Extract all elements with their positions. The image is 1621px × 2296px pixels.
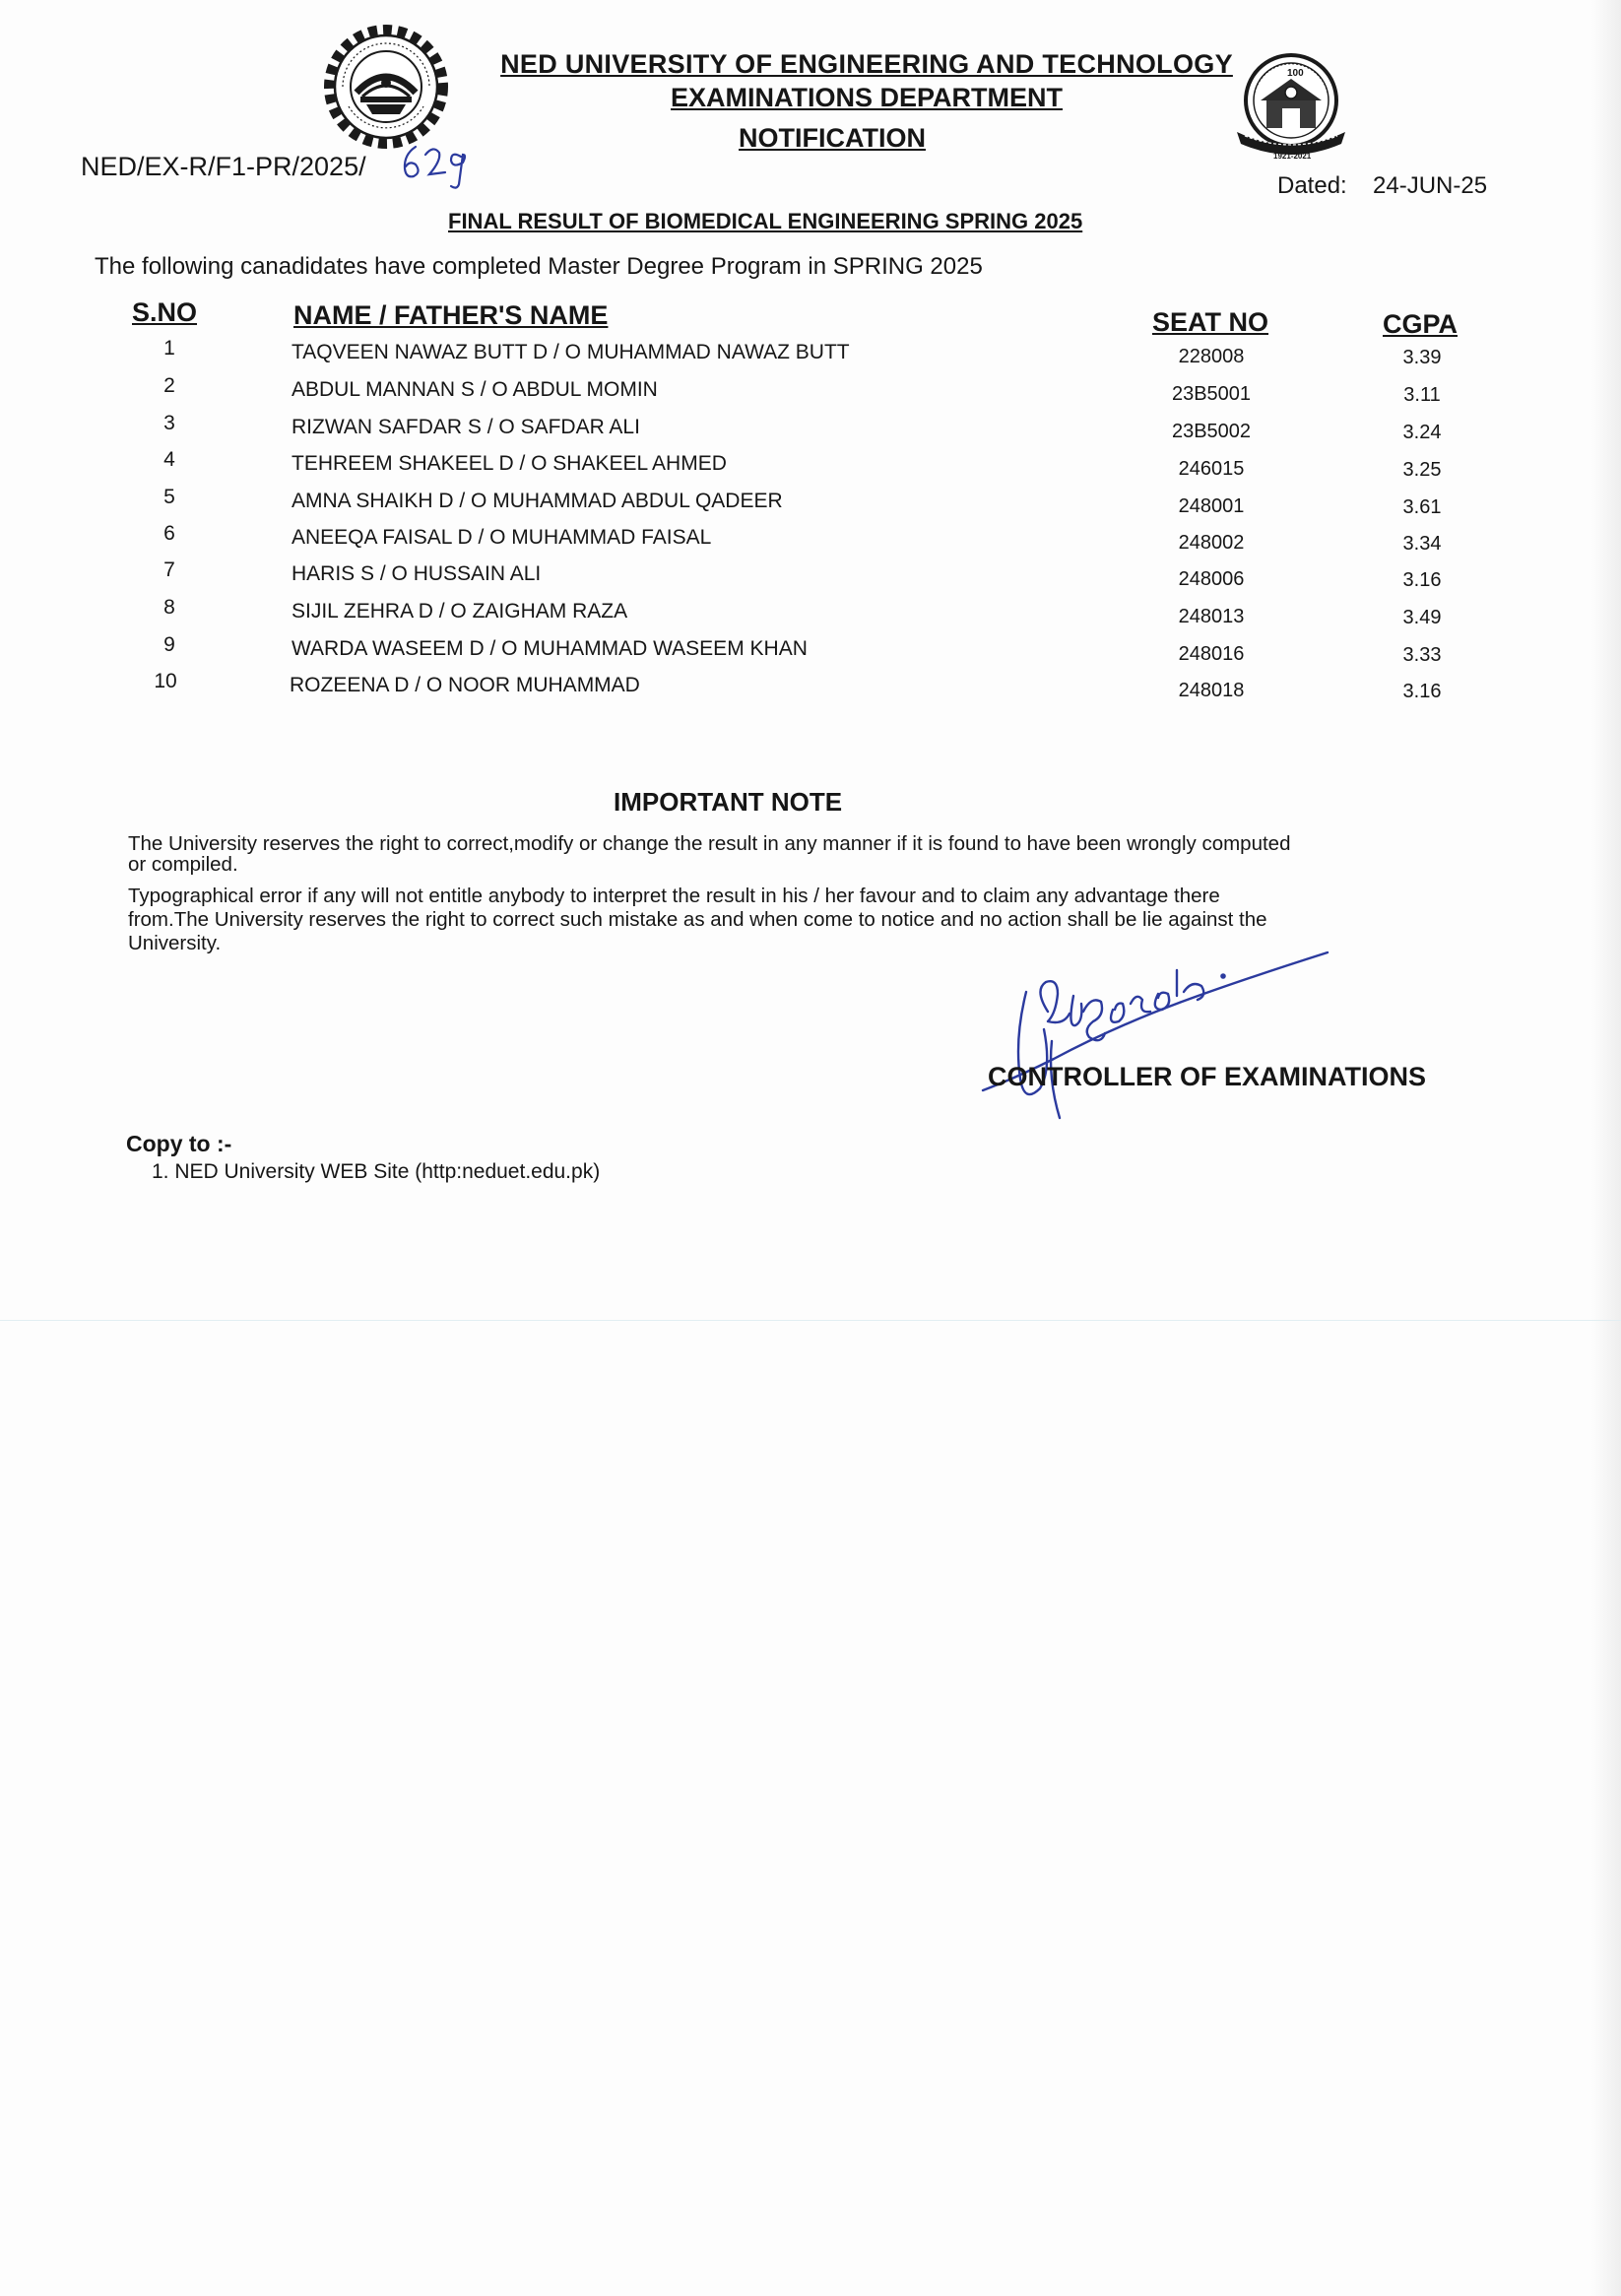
column-header-sno: S.NO (132, 297, 198, 327)
column-header-cgpa: CGPA (1383, 309, 1459, 339)
copy-to-title: Copy to :- (126, 1131, 232, 1156)
table-row (0, 522, 1621, 555)
department-title: EXAMINATIONS DEPARTMENT (671, 83, 1063, 112)
emblem-number-text: 100 (1287, 68, 1304, 79)
important-note-title: IMPORTANT NOTE (614, 787, 843, 817)
table-row (0, 596, 1621, 628)
important-note-paragraph-1: The University reserves the right to correct,modify or change the result in any manner if it is found to have been wrongly computed or compiled. (128, 832, 1291, 876)
table-row (0, 486, 1621, 518)
row-seat-no: 248016 (1178, 643, 1245, 665)
row-cgpa: 3.33 (1402, 644, 1442, 666)
row-cgpa: 3.24 (1402, 422, 1442, 443)
row-sno: 7 (163, 558, 175, 581)
notification-title: NOTIFICATION (739, 123, 926, 153)
result-title: FINAL RESULT OF BIOMEDICAL ENGINEERING SPRING 2025 (448, 209, 1083, 233)
row-name: TEHREEM SHAKEEL D / O SHAKEEL AHMED (292, 452, 727, 475)
column-header-name: NAME / FATHER'S NAME (293, 300, 609, 330)
dated-value: 24-JUN-25 (1373, 172, 1488, 199)
intro-text: The following canadidates have completed Master Degree Program in SPRING 2025 (95, 253, 983, 280)
row-seat-no: 246015 (1178, 458, 1245, 480)
reference-number: NED/EX-R/F1-PR/2025/ (81, 152, 366, 181)
row-name: TAQVEEN NAWAZ BUTT D / O MUHAMMAD NAWAZ BUTT (292, 341, 850, 363)
table-row (0, 558, 1621, 591)
scan-artifact-line (0, 1320, 1621, 1321)
row-seat-no: 23B5001 (1171, 383, 1252, 405)
row-cgpa: 3.34 (1402, 533, 1442, 555)
row-name: WARDA WASEEM D / O MUHAMMAD WASEEM KHAN (292, 637, 808, 660)
handwritten-reference-number (396, 133, 485, 192)
row-cgpa: 3.25 (1402, 459, 1442, 481)
row-name: HARIS S / O HUSSAIN ALI (292, 562, 542, 585)
row-seat-no: 23B5002 (1171, 421, 1252, 442)
row-name: AMNA SHAIKH D / O MUHAMMAD ABDUL QADEER (292, 490, 783, 512)
row-name: ROZEENA D / O NOOR MUHAMMAD (290, 674, 640, 696)
important-note-paragraph-2: Typographical error if any will not entitle anybody to interpret the result in his / her favour and to claim any advantage there from.The University reserves the right to correct such mistake as and when come to notice and no action shall be lie against the University. (128, 885, 1267, 954)
row-seat-no: 248001 (1178, 495, 1245, 517)
controller-signature (975, 931, 1329, 1128)
table-row (0, 412, 1621, 441)
row-seat-no: 248018 (1178, 680, 1245, 701)
row-name: ANEEQA FAISAL D / O MUHAMMAD FAISAL (292, 526, 712, 549)
table-row (0, 374, 1621, 404)
row-name: SIJIL ZEHRA D / O ZAIGHAM RAZA (292, 600, 628, 623)
column-header-seat-no: SEAT NO (1152, 307, 1269, 337)
row-cgpa: 3.16 (1402, 681, 1442, 702)
row-cgpa: 3.61 (1402, 496, 1442, 518)
dated-label: Dated: (1277, 172, 1347, 199)
row-cgpa: 3.39 (1402, 347, 1442, 368)
row-seat-no: 248013 (1178, 606, 1245, 627)
row-sno: 1 (163, 337, 175, 360)
row-sno: 2 (163, 374, 175, 397)
row-sno: 6 (163, 522, 175, 545)
table-row (0, 448, 1621, 481)
row-sno: 5 (163, 486, 175, 508)
row-sno: 3 (163, 412, 175, 434)
row-seat-no: 228008 (1178, 346, 1245, 367)
controller-title: CONTROLLER OF EXAMINATIONS (988, 1062, 1426, 1091)
university-title: NED UNIVERSITY OF ENGINEERING AND TECHNOLOGY (500, 49, 1233, 79)
row-cgpa: 3.11 (1403, 384, 1441, 406)
row-name: ABDUL MANNAN S / O ABDUL MOMIN (292, 378, 658, 401)
row-cgpa: 3.16 (1402, 569, 1442, 591)
row-sno: 8 (163, 596, 175, 619)
table-row (0, 670, 1621, 702)
table-row (0, 337, 1621, 366)
row-sno: 9 (163, 633, 175, 656)
copy-to-item: 1. NED University WEB Site (http:neduet.edu.pk) (152, 1160, 601, 1183)
row-name: RIZWAN SAFDAR S / O SAFDAR ALI (292, 416, 640, 438)
row-seat-no: 248006 (1178, 568, 1245, 590)
row-seat-no: 248002 (1178, 532, 1245, 554)
table-row (0, 633, 1621, 666)
emblem-year-text: 1921-2021 (1273, 152, 1312, 161)
row-sno: 4 (163, 448, 175, 471)
row-sno: 10 (154, 670, 177, 692)
row-cgpa: 3.49 (1402, 607, 1442, 628)
